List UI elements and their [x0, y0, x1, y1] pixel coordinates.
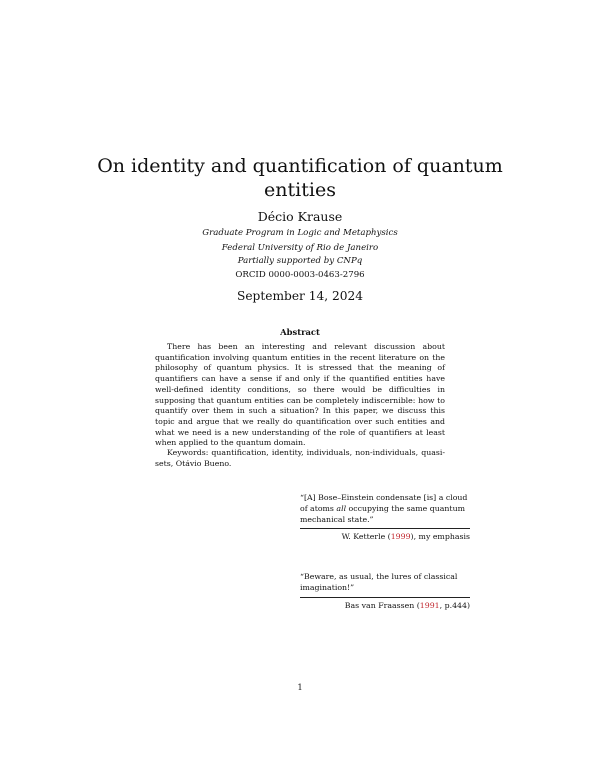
paper-title: On identity and quantification of quantum entities: [97, 155, 503, 201]
affiliation-program: Graduate Program in Logic and Metaphysics: [202, 228, 398, 238]
epigraph-quote: [300, 493, 470, 525]
epigraph-ketterle: [300, 493, 470, 543]
quote-text: occupying the same quantum mechanical state.”: [300, 503, 465, 524]
epigraph-attribution: [300, 532, 470, 543]
attribution-suffix: ), my emphasis: [410, 532, 470, 542]
affiliation-funding: Partially supported by CNPq: [237, 256, 363, 266]
quote-text: “Beware, as usual, the lures of classical imagination!”: [300, 572, 458, 592]
epigraph-quote: [300, 572, 470, 594]
citation-link-1999[interactable]: 1999: [390, 532, 411, 542]
citation-link-1991[interactable]: 1991: [419, 600, 440, 610]
attribution-author: W. Ketterle (: [341, 532, 391, 542]
affiliation-university: Federal University of Rio de Janeiro: [221, 243, 379, 253]
keywords: Keywords: quantification, identity, individuals, non-individuals, quasi-sets, Otávio Bueno.: [155, 448, 445, 468]
attribution-author: Bas van Fraassen (: [344, 600, 420, 610]
abstract-text: There has been an interesting and relevant discussion about quantification involving quantum entities in the recent literature on the philosophy of quantum physics. It is stressed that the meaning of quantifiers can have a sense if and only if the quantified entities have well-defined identity conditions, so there would be difficulties in supposing that quantum entities can be completely indiscernible: how to quantify over them in such a situation? In this paper, we discuss this topic and argue that we really do quantification over such entities and what we need is a new understanding of the role of quantifiers at least when applied to the quantum domain.: [155, 342, 445, 448]
paper-date: September 14, 2024: [236, 289, 364, 303]
epigraph-rule: [300, 528, 470, 529]
epigraph-van-fraassen: [300, 572, 470, 611]
page-number: 1: [297, 682, 303, 692]
epigraph-rule: [300, 597, 470, 598]
abstract-heading: Abstract: [280, 327, 320, 337]
affiliation-orcid: ORCID 0000-0003-0463-2796: [235, 270, 365, 280]
author-name: Décio Krause: [257, 209, 343, 224]
attribution-suffix: , p.444): [439, 600, 470, 610]
epigraph-attribution: [300, 601, 470, 612]
quote-emphasis: all: [336, 503, 347, 513]
quote-text: “[A] Bose–Einstein condensate [is] a cloud of atoms: [300, 493, 468, 513]
